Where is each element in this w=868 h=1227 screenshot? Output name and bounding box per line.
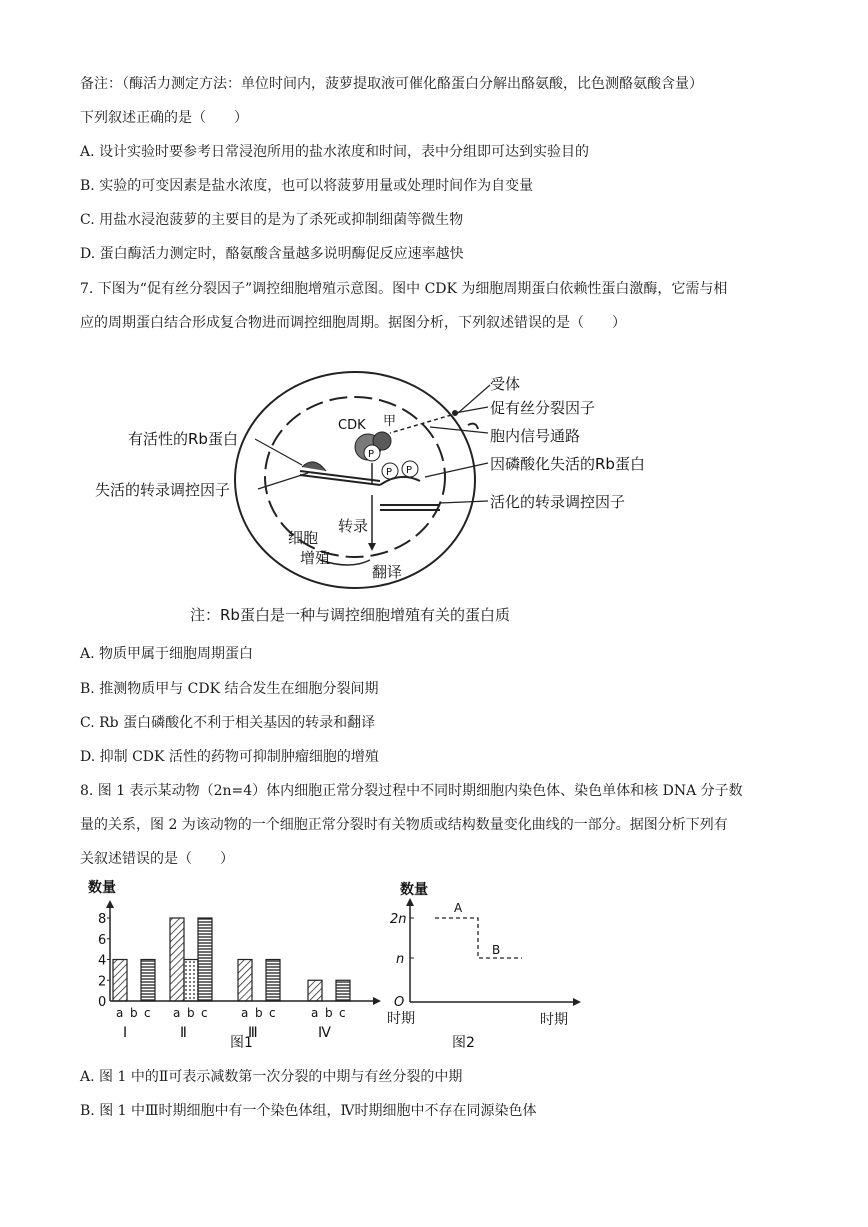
fig1-xlabel: 时期 bbox=[387, 1011, 415, 1027]
fig2-title: 图2 bbox=[452, 1035, 475, 1051]
fig2-ytick-n: n bbox=[396, 952, 405, 967]
fig2-xlabel: 时期 bbox=[540, 1012, 568, 1028]
q8-option-a: A. 图 1 中的Ⅱ可表示减数第一次分裂的中期与有丝分裂的中期 bbox=[80, 1069, 463, 1085]
active-tf-label: 活化的转录调控因子 bbox=[490, 493, 626, 511]
fig2-step-line bbox=[435, 918, 522, 958]
signal-label: 胞内信号通路 bbox=[490, 427, 581, 445]
p-label-3: P bbox=[406, 465, 413, 476]
active-rb-label: 有活性的Rb蛋白 bbox=[128, 430, 238, 448]
fig1-subtick: a bbox=[311, 1006, 319, 1020]
q6-option-c: C. 用盐水浸泡菠萝的主要目的是为了杀死或抑制细菌等微生物 bbox=[80, 212, 464, 228]
fig1-subtick: a bbox=[241, 1006, 249, 1020]
fig1-ytick: 4 bbox=[98, 953, 107, 969]
proliferation-label-2: 增殖 bbox=[300, 549, 331, 567]
fig1-category-label: Ⅰ bbox=[123, 1025, 128, 1041]
fig2-ytick-2n: 2n bbox=[390, 912, 407, 927]
fig1-title: 图1 bbox=[230, 1035, 253, 1051]
fig1-y-arrow bbox=[106, 900, 114, 908]
fig1-subtick: b bbox=[325, 1006, 333, 1020]
fig1-subtick: a bbox=[173, 1006, 181, 1020]
fig1-ytick: 2 bbox=[98, 974, 107, 990]
q7-stem-line1: 7. 下图为“促有丝分裂因子”调控细胞增殖示意图。图中 CDK 为细胞周期蛋白依赖性蛋白激酶，它需与相 bbox=[80, 281, 728, 297]
cdk-label: CDK bbox=[338, 418, 366, 433]
q7-option-d: D. 抑制 CDK 活性的药物可抑制肿瘤细胞的增殖 bbox=[80, 749, 379, 765]
fig2-label-a: A bbox=[454, 901, 463, 915]
receptor-label: 受体 bbox=[490, 375, 521, 393]
q6-option-a: A. 设计实验时要参考日常浸泡所用的盐水浓度和时间，表中分组即可达到实验目的 bbox=[80, 144, 590, 160]
fig2-label-b: B bbox=[492, 943, 501, 957]
jia-label: 甲 bbox=[383, 414, 397, 429]
q7-option-c: C. Rb 蛋白磷酸化不利于相关基因的转录和翻译 bbox=[80, 715, 376, 731]
fig1-bar-Ⅳ-c bbox=[336, 980, 350, 1001]
translation-label: 翻译 bbox=[372, 563, 403, 581]
fig1-category-label: Ⅱ bbox=[180, 1025, 187, 1041]
proliferation-label-1: 细胞 bbox=[288, 529, 319, 547]
fig2-ylabel: 数量 bbox=[400, 882, 428, 898]
transcription-label: 转录 bbox=[338, 517, 369, 535]
fig1-ylabel: 数量 bbox=[88, 880, 116, 896]
fig1-bar-Ⅳ-a bbox=[308, 980, 322, 1001]
cell-cycle-diagram bbox=[80, 365, 680, 590]
fig1-subtick: b bbox=[255, 1006, 263, 1020]
q6-stem: 下列叙述正确的是（ ） bbox=[80, 110, 248, 126]
q6-option-b: B. 实验的可变因素是盐水浓度，也可以将菠萝用量或处理时间作为自变量 bbox=[80, 178, 534, 194]
cell-figure-note: 注：Rb蛋白是一种与调控细胞增殖有关的蛋白质 bbox=[190, 606, 510, 624]
fig1-subtick: c bbox=[269, 1006, 276, 1020]
q7-option-b: B. 推测物质甲与 CDK 结合发生在细胞分裂间期 bbox=[80, 681, 379, 697]
fig1-bar-Ⅰ-c bbox=[141, 960, 155, 1002]
fig1-ytick: 8 bbox=[98, 912, 107, 927]
q6-option-d: D. 蛋白酶活力测定时，酪氨酸含量越多说明酶促反应速率越快 bbox=[80, 246, 464, 262]
p-label-1: P bbox=[368, 449, 375, 460]
fig1-category-label: Ⅳ bbox=[318, 1025, 331, 1041]
fig1-bar-Ⅲ-c bbox=[266, 960, 280, 1002]
fig1-subtick: a bbox=[116, 1006, 124, 1020]
fig1-subtick: c bbox=[201, 1006, 208, 1020]
q8-option-b: B. 图 1 中Ⅲ时期细胞中有一个染色体组，Ⅳ时期细胞中不存在同源染色体 bbox=[80, 1103, 537, 1119]
fig1-subtick: c bbox=[144, 1006, 151, 1020]
q8-stem-line3: 关叙述错误的是（ ） bbox=[80, 851, 234, 867]
figure2-line-chart bbox=[390, 876, 590, 1056]
fig1-bar-Ⅱ-c bbox=[198, 918, 212, 1001]
fig1-bar-Ⅱ-a bbox=[170, 918, 184, 1001]
q7-stem-line2: 应的周期蛋白结合形成复合物进而调控细胞周期。据图分析，下列叙述错误的是（ ） bbox=[80, 315, 626, 331]
fig1-x-arrow bbox=[373, 997, 381, 1005]
fig2-origin: O bbox=[394, 995, 405, 1010]
fig1-ytick: 6 bbox=[98, 932, 107, 948]
mitogen-label: 促有丝分裂因子 bbox=[490, 399, 596, 417]
q7-option-a: A. 物质甲属于细胞周期蛋白 bbox=[80, 646, 254, 662]
fig2-x-arrow bbox=[573, 998, 581, 1006]
q8-stem-line2: 量的关系，图 2 为该动物的一个细胞正常分裂时有关物质或结构数量变化曲线的一部分。据图分析下列有 bbox=[80, 817, 728, 833]
fig1-ytick: 0 bbox=[98, 995, 107, 1010]
fig1-subtick: c bbox=[339, 1006, 346, 1020]
p-label-2: P bbox=[386, 467, 393, 478]
fig1-subtick: b bbox=[187, 1006, 195, 1020]
fig2-y-arrow bbox=[406, 898, 414, 906]
fig1-bar-Ⅲ-a bbox=[238, 960, 252, 1002]
inactive-tf-label: 失活的转录调控因子 bbox=[95, 481, 231, 499]
note-line: 备注：（酶活力测定方法：单位时间内，菠萝提取液可催化酪蛋白分解出酪氨酸，比色测酪氨酸含量） bbox=[80, 76, 703, 92]
q8-stem-line1: 8. 图 1 表示某动物（2n=4）体内细胞正常分裂过程中不同时期细胞内染色体、染色单体和核 DNA 分子数 bbox=[80, 783, 743, 799]
figure1-bar-chart bbox=[80, 876, 415, 1056]
fig1-bar-Ⅱ-b bbox=[184, 960, 198, 1002]
fig1-subtick: b bbox=[130, 1006, 138, 1020]
fig1-bar-Ⅰ-a bbox=[113, 960, 127, 1002]
fig1-category-label: Ⅲ bbox=[248, 1025, 258, 1041]
phospho-rb-label: 因磷酸化失活的Rb蛋白 bbox=[490, 455, 645, 473]
